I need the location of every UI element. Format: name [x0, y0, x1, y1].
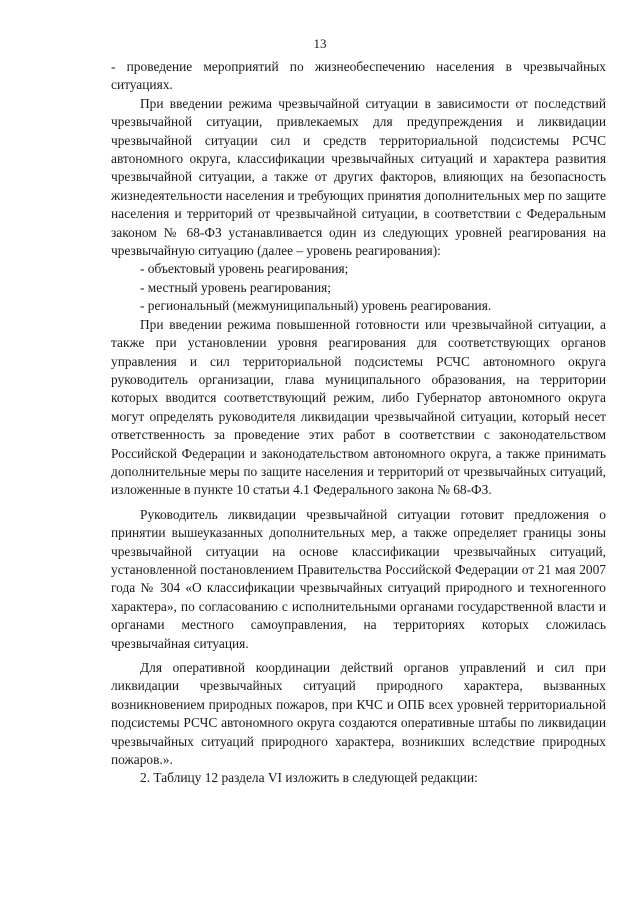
paragraph-table-12: 2. Таблицу 12 раздела VI изложить в следующей редакции:	[140, 770, 478, 786]
list-item-local-level: - местный уровень реагирования;	[140, 279, 332, 295]
page-number: 13	[313, 36, 327, 51]
paragraph-response-levels: При введении режима чрезвычайной ситуации в зависимости от последствий чрезвычайной ситуации, привлекаемых для предупреждения и ликвидации чрезвычайной ситуации сил и средств территориальной подсистемы РСЧС автономного округа, классификации чрезвычайных ситуаций и характера развития чрезвычайной ситуации, а также от других факторов, влияющих на безопасность жизнедеятельности населения и требующих принятия дополнительных мер по защите населения и территорий от чрезвычайной ситуации, в соответствии с Федеральным законом № 68-ФЗ устанавливается один из следующих уровней реагирования на чрезвычайную ситуацию (далее – уровень реагирования):	[111, 95, 606, 259]
paragraph-life-support: - проведение мероприятий по жизнеобеспечению населения в чрезвычайных ситуациях.	[111, 59, 606, 93]
paragraph-leader-proposals: Руководитель ликвидации чрезвычайной ситуации готовит предложения о принятии вышеуказанных дополнительных мер, а также определяет границы зоны чрезвычайной ситуации на основе классификации чрезвычайных ситуаций, установленной постановлением Правительства Российской Федерации от 21 мая 2007 года № 304 «О классификации чрезвычайных ситуаций природного и техногенного характера», по согласованию с исполнительными органами государственной власти и органами местного самоуправления, на территориях которых сложилась чрезвычайная ситуация.	[111, 506, 606, 651]
paragraph-emergency-leader: При введении режима повышенной готовности или чрезвычайной ситуации, а также при установлении уровня реагирования для соответствующих органов управления и сил территориальной подсистемы РСЧС автономного округа руководитель организации, глава муниципального образования, на территории которых вводится соответствующий режим, либо Губернатор автономного округа могут определять руководителя ликвидации чрезвычайной ситуации, который несет ответственность за проведение этих работ в соответствии с законодательством Российской Федерации и законодательством автономного округа, а также принимать дополнительные меры по защите населения и территорий от чрезвычайных ситуаций, изложенные в пункте 10 статьи 4.1 Федерального закона № 68-ФЗ.	[111, 316, 606, 498]
list-item-regional-level: - региональный (межмуниципальный) уровень реагирования.	[140, 298, 492, 314]
document-body	[111, 58, 606, 788]
paragraph-operational-headquarters: Для оперативной координации действий органов управлений и сил при ликвидации чрезвычайных ситуаций природного характера, вызванных возникновением природных пожаров, при КЧС и ОПБ всех уровней территориальной подсистемы РСЧС автономного округа создаются оперативные штабы по ликвидации чрезвычайных ситуаций природного характера, возникших вследствие природных пожаров.».	[111, 660, 606, 768]
list-item-object-level: - объектовый уровень реагирования;	[140, 261, 349, 277]
